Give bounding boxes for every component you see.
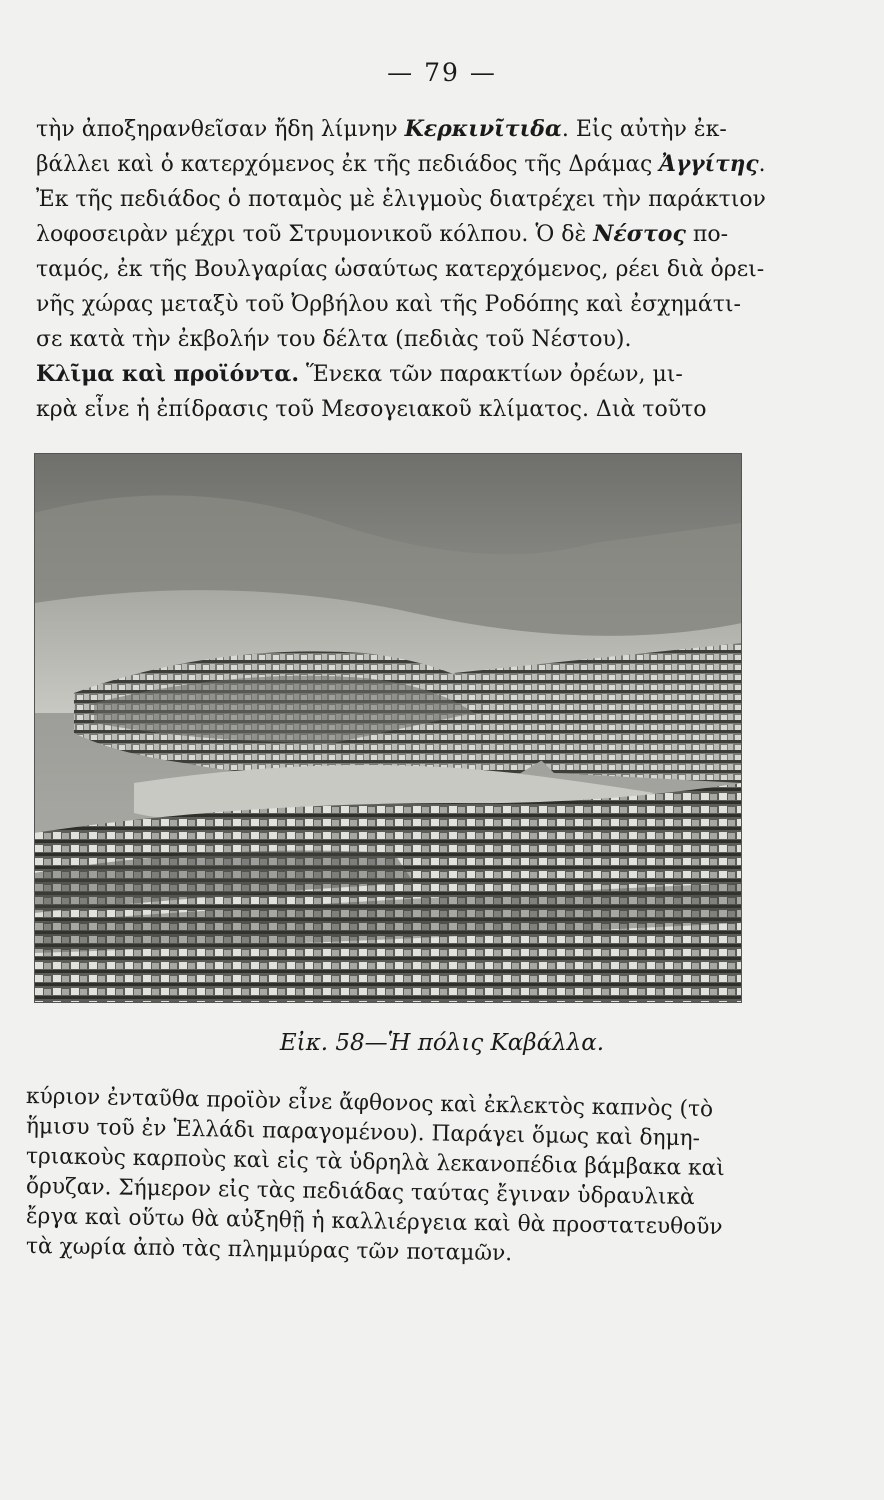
text-line: [36, 287, 766, 322]
text-run: Ἕνεκα τῶν παρακτίων ὀρέων, μι-: [299, 362, 683, 387]
emphasized-term: Κερκινῖτιδα: [404, 116, 562, 142]
text-line: [36, 357, 766, 392]
text-line: ἥμισυ τοῦ ἐν Ἑλλάδι παραγομένου). Παράγει ὅμως καὶ δημη-: [25, 1114, 701, 1152]
text-line: [36, 182, 766, 217]
text-line: ὄρυζαν. Σήμερον εἰς τὰς πεδιάδας ταύτας ἔγιναν ὑδραυλικὰ: [25, 1174, 695, 1211]
text-run: πο-: [685, 222, 729, 247]
page-number: — 79 —: [387, 58, 497, 87]
text-run: Ἐκ τῆς πεδιάδος ὁ ποταμὸς μὲ ἑλιγμοὺς διατρέχει τὴν παράκτιον: [36, 187, 766, 212]
text-line: [36, 147, 766, 182]
text-line: [36, 252, 766, 287]
text-run: λοφοσειρὰν μέχρι τοῦ Στρυμονικοῦ κόλπου. Ὁ δὲ: [36, 222, 594, 247]
kavala-photo: [34, 453, 742, 1003]
text-run: σε κατὰ τὴν ἐκβολήν του δέλτα (πεδιὰς τοῦ Νέστου).: [36, 327, 632, 352]
text-line: τὰ χωρία ἀπὸ τὰς πλημμύρας τῶν ποταμῶν.: [25, 1234, 513, 1267]
paragraph-products: [25, 1082, 756, 1267]
emphasized-term: Ἀγγίτης: [659, 151, 759, 177]
text-run: ταμός, ἐκ τῆς Βουλγαρίας ὡσαύτως κατερχόμενος, ρέει διὰ ὀρει-: [36, 257, 765, 282]
figure-caption: Εἰκ. 58—Ἡ πόλις Καβάλλα.: [279, 1030, 605, 1056]
emphasized-term: Κλῖμα καὶ προϊόντα.: [36, 361, 299, 387]
text-run: βάλλει καὶ ὁ κατερχόμενος ἐκ τῆς πεδιάδος τῆς Δράμας: [36, 152, 660, 177]
paragraph-rivers: [36, 112, 766, 427]
text-line: [36, 322, 766, 357]
emphasized-term: Νέστος: [593, 221, 686, 247]
text-line: κύριον ἐνταῦθα προϊὸν εἶνε ἄφθονος καὶ ἐκλεκτὸς καπνὸς (τὸ: [25, 1084, 714, 1123]
text-run: τὴν ἀποξηρανθεῖσαν ἤδη λίμνην: [36, 117, 405, 142]
text-line: ἔργα καὶ οὕτω θὰ αὐξηθῇ ἡ καλλιέργεια καὶ θὰ προστατευθοῦν: [25, 1204, 723, 1240]
text-line: [36, 392, 766, 427]
text-run: κρὰ εἶνε ἡ ἐπίδρασις τοῦ Μεσογειακοῦ κλίματος. Διὰ τοῦτο: [36, 397, 707, 422]
text-line: τριακοὺς καρποὺς καὶ εἰς τὰ ὑδρηλὰ λεκανοπέδια βάμβακα καὶ: [25, 1144, 725, 1182]
text-run: νῆς χώρας μεταξὺ τοῦ Ὀρβήλου καὶ τῆς Ροδόπης καὶ ἐσχημάτι-: [36, 292, 741, 317]
text-line: [36, 112, 766, 147]
kavala-city-image: [34, 453, 742, 1003]
text-run: .: [758, 152, 766, 177]
text-line: [36, 217, 766, 252]
text-run: . Εἰς αὐτὴν ἐκ-: [561, 117, 727, 142]
